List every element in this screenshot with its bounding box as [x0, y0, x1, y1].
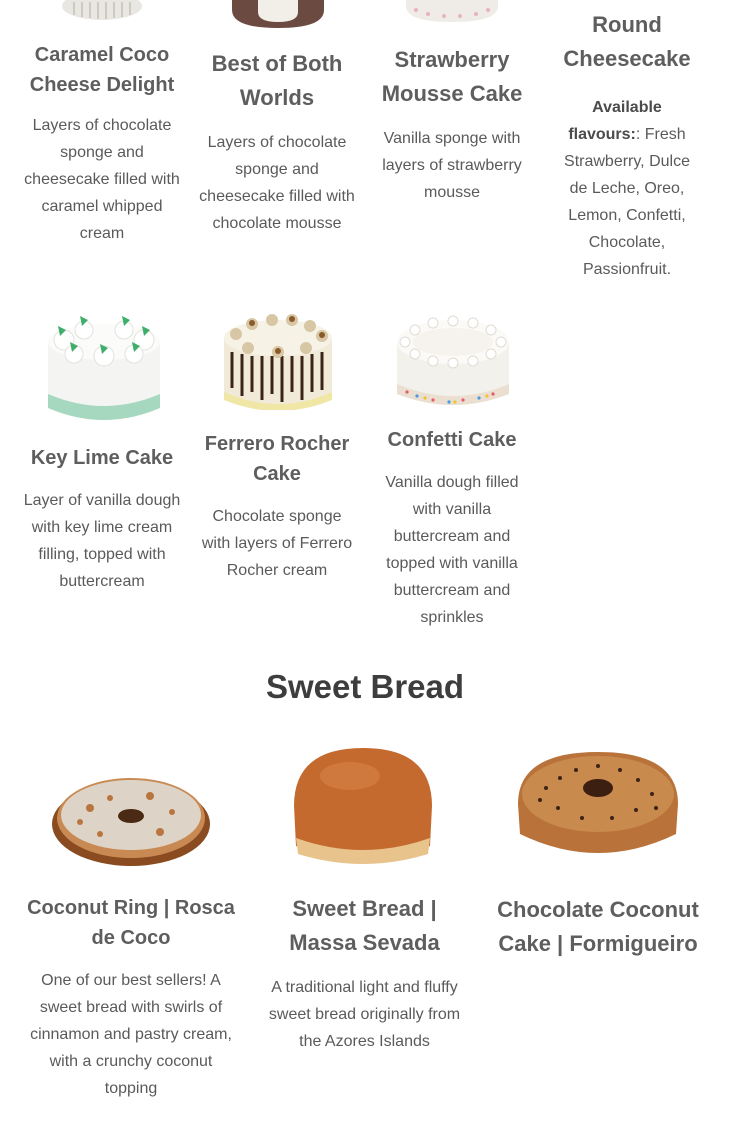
bread-description: One of our best sellers! A sweet bread with swirls of cinnamon and pastry cream, with a crunchy coconut topping — [30, 972, 232, 1097]
cake-description: Layer of vanilla dough with key lime cream filling, topped with buttercream — [23, 492, 181, 590]
flavours-list: : Fresh Strawberry, Dulce de Leche, Oreo, Lemon, Confetti, Chocolate, Passionfruit. — [564, 126, 690, 278]
coconut-ring-image — [50, 768, 212, 872]
cake-title[interactable]: Confetti Cake — [387, 429, 517, 451]
key-lime-cake-image — [44, 312, 164, 424]
cake-description: Vanilla dough filled with vanilla buttercream and topped with vanilla buttercream and sprinkles — [385, 474, 519, 626]
best-of-both-worlds-cake-image — [228, 0, 328, 30]
cake-title[interactable]: Caramel Coco Cheese Delight — [29, 44, 175, 96]
cake-description — [557, 94, 697, 283]
cake-description: Chocolate sponge with layers of Ferrero Rocher cream — [201, 508, 353, 579]
bread-description: A traditional light and fluffy sweet bread originally from the Azores Islands — [268, 979, 461, 1050]
bread-card-coconut-ring[interactable] — [26, 893, 236, 1102]
bread-card-chocolate-coconut[interactable] — [493, 893, 703, 961]
cake-card-caramel-coco[interactable] — [22, 40, 182, 247]
cake-card-ferrero-rocher[interactable] — [197, 429, 357, 584]
chocolate-coconut-cake-image — [516, 748, 680, 872]
bread-card-sweet-bread[interactable] — [262, 892, 467, 1055]
cake-card-best-of-both-worlds[interactable] — [197, 47, 357, 237]
sweet-bread-image — [290, 746, 436, 872]
cake-card-key-lime[interactable] — [22, 443, 182, 595]
cake-title[interactable]: Round Cheesecake — [563, 12, 691, 71]
bread-title[interactable]: Chocolate Coconut Cake | Formigueiro — [497, 897, 699, 956]
cake-description: Layers of chocolate sponge and cheesecake filled with chocolate mousse — [199, 134, 355, 232]
cake-description: Vanilla sponge with layers of strawberry mousse — [382, 130, 522, 201]
cake-card-strawberry-mousse[interactable] — [372, 43, 532, 206]
cake-card-confetti[interactable] — [372, 425, 532, 631]
cake-title[interactable]: Key Lime Cake — [30, 447, 174, 469]
caramel-coco-cake-image — [60, 0, 145, 22]
ferrero-rocher-cake-image — [218, 312, 338, 410]
cake-description: Layers of chocolate sponge and cheesecake filled with caramel whipped cream — [24, 117, 180, 242]
confetti-cake-image — [393, 312, 513, 408]
cake-card-round-cheesecake[interactable] — [557, 8, 697, 283]
bread-title[interactable]: Coconut Ring | Rosca de Coco — [27, 897, 235, 949]
cake-title[interactable]: Ferrero Rocher Cake — [204, 433, 350, 485]
section-title-sweet-bread: Sweet Bread — [265, 668, 465, 705]
strawberry-mousse-cake-image — [404, 0, 500, 24]
cake-title[interactable]: Best of Both Worlds — [211, 51, 343, 110]
cake-title[interactable]: Strawberry Mousse Cake — [381, 47, 523, 106]
bread-title[interactable]: Sweet Bread | Massa Sevada — [289, 896, 440, 955]
flavours-label: Available flavours: — [568, 99, 662, 143]
